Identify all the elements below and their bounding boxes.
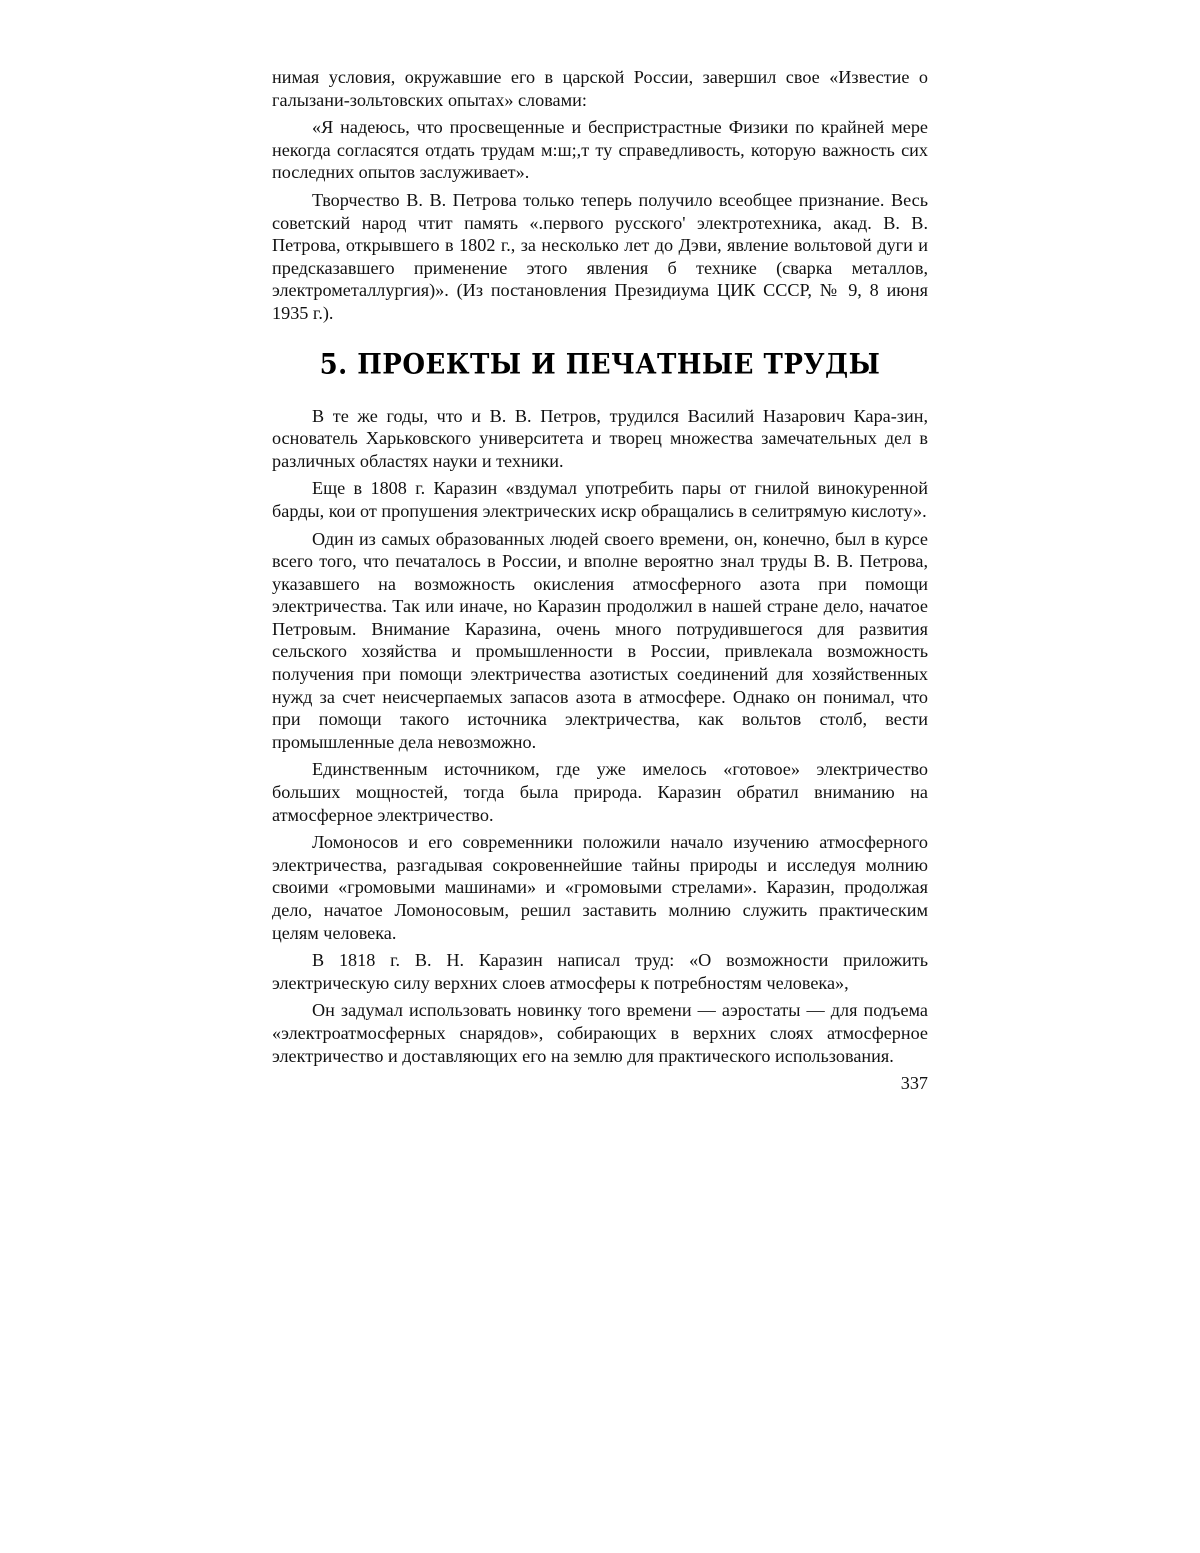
- paragraph: Ломоносов и его современники положили начало изучению атмосферного электричества, разгадывая сокровеннейшие тайны природы и исследуя молнию своими «громовыми машинами» и «громовыми стрелами». Каразин, продолжая дело, начатое Ломоносовым, решил заставить молнию служить практическим целям человека.: [272, 832, 928, 943]
- paragraph: Единственным источником, где уже имелось «готовое» электричество больших мощностей, тогда была природа. Каразин обратил вниманию на атмосферное электричество.: [272, 759, 928, 825]
- paragraph: Творчество В. В. Петрова только теперь получило всеобщее признание. Весь советский народ чтит память «.первого русского' электротехника, акад. В. В. Петрова, открывшего в 1802 г., за несколько лет до Дэви, явление вольтовой дуги и предсказавшего применение этого явления б технике (сварка металлов, электрометаллургия)». (Из постановления Президиума ЦИК СССР, № 9, 8 июня 1935 г.).: [272, 189, 928, 323]
- page-number: 337: [900, 1073, 928, 1094]
- paragraph: Он задумал использовать новинку того времени — аэростаты — для подъема «электроатмосферных снарядов», собирающих в верхних слоях атмосферное электричество и доставляющих его на землю для практического использования.: [272, 1000, 928, 1066]
- paragraph: Один из самых образованных людей своего времени, он, конечно, был в курсе всего того, что печаталось в России, и вполне вероятно знал труды В. В. Петрова, указавшего на возможность окисления атмосферного азота при помощи электричества. Так или иначе, но Каразин продолжил в нашей стране дело, начатое Петровым. Внимание Каразина, очень много потрудившегося для развития сельского хозяйства и промышленности в России, привлекала возможность получения при помощи электричества азотистых соединений для хозяйственных нужд за счет неисчерпаемых запасов азота в атмосфере. Однако он понимал, что при помощи такого источника электричества, как вольтов столб, вести промышленные дела невозможно.: [272, 528, 928, 752]
- page-body: [272, 66, 928, 1095]
- paragraph: В те же годы, что и В. В. Петров, трудился Василий Назарович Кара-зин, основатель Харьковского университета и творец множества замечательных дел в различных областях науки и техники.: [272, 405, 928, 471]
- section-heading: 5. ПРОЕКТЫ И ПЕЧАТНЫЕ ТРУДЫ: [319, 348, 881, 381]
- paragraph: В 1818 г. В. Н. Каразин написал труд: «О возможности приложить электрическую силу верхних слоев атмосферы к потребностям человека»,: [272, 950, 928, 993]
- paragraph: нимая условия, окружавшие его в царской России, завершил свое «Известие о галызани-зольтовских опытах» словами:: [272, 67, 928, 110]
- paragraph: Еще в 1808 г. Каразин «вздумал употребить пары от гнилой винокуренной барды, кои от пропушения электрических искр обращались в селитрямую кислоту».: [272, 478, 928, 521]
- paragraph: «Я надеюсь, что просвещенные и беспристрастные Физики по крайней мере некогда согласятся отдать трудам м:ш;,т ту справедливость, которую важность сих последних опытов заслуживает».: [272, 117, 928, 183]
